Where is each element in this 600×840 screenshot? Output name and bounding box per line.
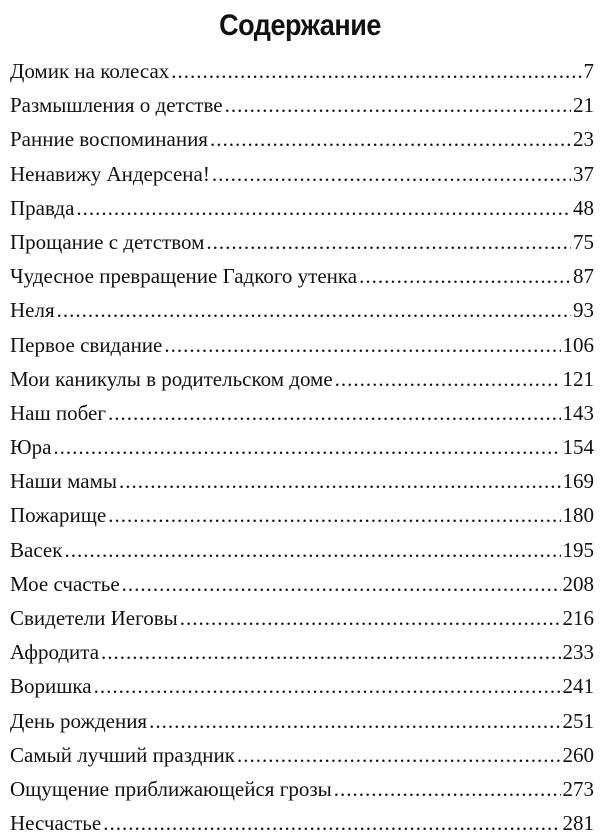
toc-entry	[10, 772, 594, 806]
toc-entry-page-number: 251	[562, 708, 594, 733]
toc-dot-leader	[359, 259, 571, 293]
toc-entry-title: Первое свидание	[10, 332, 163, 357]
toc-entry-title: Юра	[10, 435, 52, 460]
toc-dot-leader	[122, 567, 561, 601]
toc-dot-leader	[57, 293, 571, 327]
toc-dot-leader	[108, 396, 561, 430]
toc-entry-page-number: 37	[573, 161, 594, 186]
toc-entry-page-number: 273	[562, 776, 594, 801]
toc-dot-leader	[103, 806, 560, 840]
toc-entry-title: Мое счастье	[10, 571, 120, 596]
toc-entry-title: Ненавижу Андерсена!	[10, 161, 210, 186]
toc-entry-page-number: 260	[562, 742, 594, 767]
toc-entry	[10, 806, 594, 840]
toc-entry-page-number: 233	[562, 640, 594, 665]
toc-entry	[10, 704, 594, 738]
toc-dot-leader	[53, 430, 560, 464]
toc-entry-page-number: 195	[562, 537, 594, 562]
toc-entry	[10, 498, 594, 532]
toc-entry-title: Правда	[10, 195, 75, 220]
toc-entry-page-number: 106	[562, 332, 594, 357]
toc-entry	[10, 635, 594, 669]
toc-entry-page-number: 169	[562, 469, 594, 494]
toc-dot-leader	[180, 601, 561, 635]
toc-entry-title: Самый лучший праздник	[10, 742, 235, 767]
toc-entry-title: Ранние воспоминания	[10, 127, 208, 152]
toc-entry	[10, 191, 594, 225]
toc-entry-page-number: 121	[562, 366, 594, 391]
toc-entry-page-number: 93	[573, 298, 594, 323]
toc-dot-leader	[171, 54, 581, 88]
toc-entry-page-number: 21	[573, 93, 594, 118]
toc-entry-page-number: 87	[573, 264, 594, 289]
toc-entry-page-number: 154	[562, 435, 594, 460]
toc-entry	[10, 293, 594, 327]
toc-entry-title: Наши мамы	[10, 469, 118, 494]
toc-entry-page-number: 208	[562, 571, 594, 596]
toc-dot-leader	[237, 738, 561, 772]
toc-entry	[10, 362, 594, 396]
toc-dot-leader	[206, 225, 571, 259]
toc-entry-page-number: 241	[562, 674, 594, 699]
toc-dot-leader	[108, 498, 560, 532]
toc-entry	[10, 430, 594, 464]
toc-entry	[10, 88, 594, 122]
toc-entry-title: Неля	[10, 298, 55, 323]
toc-entry-title: Афродита	[10, 640, 100, 665]
toc-entry-page-number: 75	[573, 229, 594, 254]
toc-dot-leader	[164, 328, 560, 362]
toc-dot-leader	[101, 635, 560, 669]
toc-entry	[10, 567, 594, 601]
toc-entry	[10, 54, 594, 88]
toc-dot-leader	[225, 88, 571, 122]
toc-dot-leader	[64, 533, 560, 567]
toc-entry	[10, 601, 594, 635]
toc-entry-title: Чудесное превращение Гадкого утенка	[10, 264, 358, 289]
toc-entry-title: Ощущение приближающейся грозы	[10, 776, 332, 801]
toc-entry-title: Пожарище	[10, 503, 107, 528]
toc-entry-page-number: 7	[583, 59, 594, 83]
toc-entry-title: Домик на колесах	[10, 59, 170, 83]
toc-dot-leader	[119, 464, 560, 498]
toc-dot-leader	[94, 669, 561, 703]
toc-entry-title: Несчастье	[10, 811, 102, 836]
toc-entry	[10, 669, 594, 703]
toc-entry-title: Свидетели Иеговы	[10, 606, 178, 630]
toc-entry-page-number: 48	[573, 195, 594, 220]
toc-entry	[10, 259, 594, 293]
toc-entry-page-number: 216	[562, 606, 594, 630]
toc-entry	[10, 122, 594, 156]
table-of-contents	[10, 54, 594, 840]
toc-entry-title: Воришка	[10, 674, 92, 699]
toc-entry-title: День рождения	[10, 708, 148, 733]
toc-entry	[10, 157, 594, 191]
toc-entry	[10, 533, 594, 567]
toc-entry-title: Прощание с детством	[10, 229, 205, 254]
toc-entry-title: Мои каникулы в родительском доме	[10, 366, 333, 391]
toc-dot-leader	[76, 191, 571, 225]
toc-entry-page-number: 143	[562, 400, 594, 425]
page-title: Содержание	[219, 9, 381, 42]
toc-entry-title: Размышления о детстве	[10, 93, 223, 118]
toc-entry	[10, 738, 594, 772]
toc-entry-title: Наш побег	[10, 400, 106, 425]
toc-entry-page-number: 23	[573, 127, 594, 152]
toc-dot-leader	[212, 157, 571, 191]
toc-entry-page-number: 281	[562, 811, 594, 836]
toc-dot-leader	[334, 772, 561, 806]
toc-entry	[10, 464, 594, 498]
toc-dot-leader	[210, 122, 571, 156]
toc-dot-leader	[149, 704, 560, 738]
toc-entry	[10, 225, 594, 259]
toc-entry	[10, 328, 594, 362]
toc-entry-title: Васек	[10, 537, 63, 562]
toc-dot-leader	[335, 362, 561, 396]
toc-entry-page-number: 180	[562, 503, 594, 528]
toc-entry	[10, 396, 594, 430]
